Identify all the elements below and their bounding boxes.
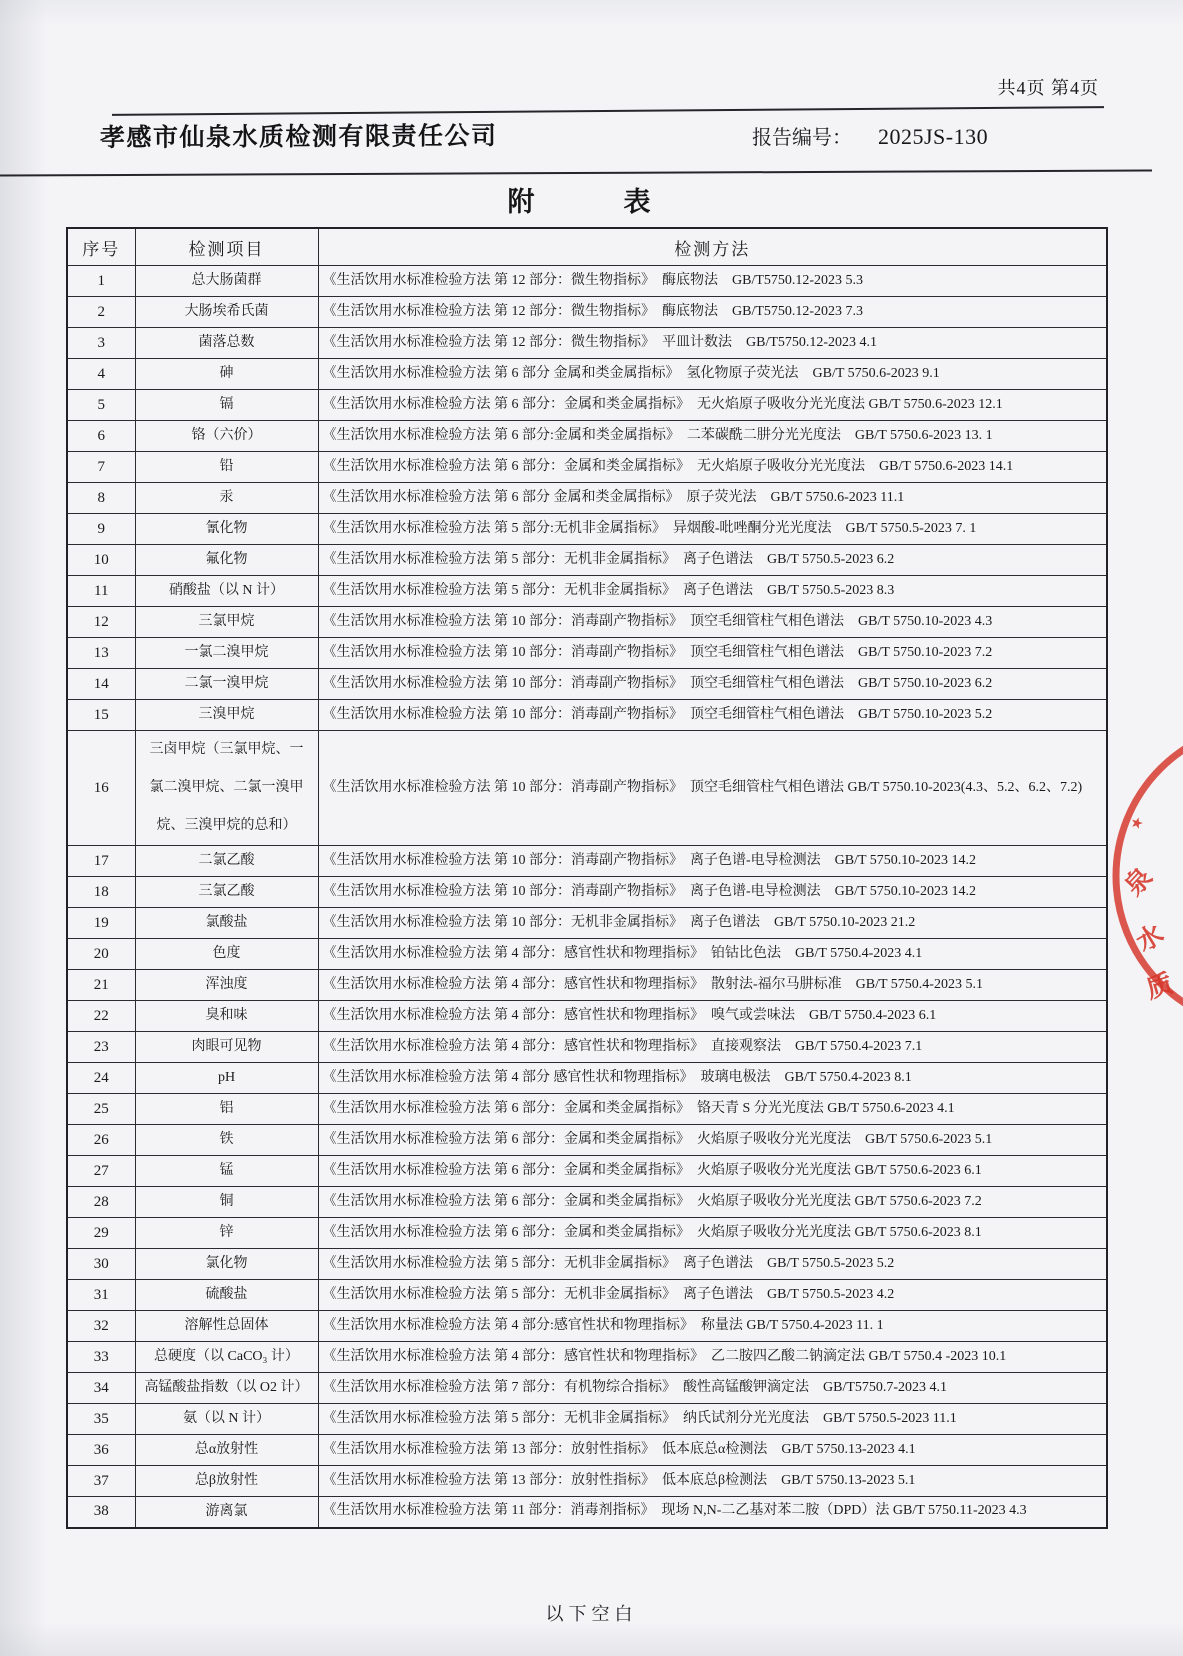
test-item: 氰化物 bbox=[135, 514, 318, 545]
test-item: 三氯乙酸 bbox=[135, 877, 318, 908]
table-row bbox=[67, 545, 1107, 576]
row-number: 6 bbox=[67, 421, 135, 452]
table-row bbox=[67, 1311, 1107, 1342]
test-item: 砷 bbox=[135, 359, 318, 390]
test-method: 《生活饮用水标准检验方法 第 10 部分：无机非金属指标》 离子色谱法 GB/T 5750.10-2023 21.2 bbox=[318, 908, 1107, 939]
table-row bbox=[67, 359, 1107, 390]
test-item: 高锰酸盐指数（以 O2 计） bbox=[135, 1373, 318, 1404]
test-item: 铜 bbox=[135, 1187, 318, 1218]
test-method: 《生活饮用水标准检验方法 第 4 部分：感官性状和物理指标》 乙二胺四乙酸二钠滴定法 GB/T 5750.4 -2023 10.1 bbox=[318, 1342, 1107, 1373]
test-method: 《生活饮用水标准检验方法 第 13 部分：放射性指标》 低本底总α检测法 GB/T 5750.13-2023 4.1 bbox=[318, 1435, 1107, 1466]
test-item: 锌 bbox=[135, 1218, 318, 1249]
test-method: 《生活饮用水标准检验方法 第 10 部分：消毒副产物指标》 离子色谱-电导检测法 GB/T 5750.10-2023 14.2 bbox=[318, 846, 1107, 877]
table-row bbox=[67, 1125, 1107, 1156]
table-row bbox=[67, 483, 1107, 514]
test-method: 《生活饮用水标准检验方法 第 7 部分：有机物综合指标》 酸性高锰酸钾滴定法 GB/T5750.7-2023 4.1 bbox=[318, 1373, 1107, 1404]
table-row bbox=[67, 452, 1107, 483]
header-rule-top bbox=[112, 106, 1104, 116]
company-name: 孝感市仙泉水质检测有限责任公司 bbox=[99, 121, 498, 153]
row-number: 9 bbox=[67, 514, 135, 545]
seal-star-icon: ★ bbox=[1126, 812, 1148, 834]
test-item: 汞 bbox=[135, 483, 318, 514]
row-number: 18 bbox=[67, 877, 135, 908]
table-row bbox=[67, 390, 1107, 421]
row-number: 27 bbox=[67, 1156, 135, 1187]
row-number: 20 bbox=[67, 939, 135, 970]
row-number: 34 bbox=[67, 1373, 135, 1404]
test-method: 《生活饮用水标准检验方法 第 12 部分：微生物指标》 酶底物法 GB/T5750.12-2023 7.3 bbox=[318, 297, 1107, 328]
table-row bbox=[67, 297, 1107, 328]
test-item: 三氯甲烷 bbox=[135, 607, 318, 638]
table-row bbox=[67, 514, 1107, 545]
test-item: 氯化物 bbox=[135, 1249, 318, 1280]
test-method: 《生活饮用水标准检验方法 第 5 部分：无机非金属指标》 纳氏试剂分光光度法 GB/T 5750.5-2023 11.1 bbox=[318, 1404, 1107, 1435]
table-row bbox=[67, 421, 1107, 452]
table-header-row bbox=[67, 228, 1107, 266]
table-row bbox=[67, 1187, 1107, 1218]
table-row bbox=[67, 1404, 1107, 1435]
test-method: 《生活饮用水标准检验方法 第 5 部分:无机非金属指标》 异烟酸-吡唑酮分光光度法 GB/T 5750.5-2023 7. 1 bbox=[318, 514, 1107, 545]
row-number: 11 bbox=[67, 576, 135, 607]
test-method: 《生活饮用水标准检验方法 第 4 部分：感官性状和物理指标》 直接观察法 GB/T 5750.4-2023 7.1 bbox=[318, 1032, 1107, 1063]
test-method: 《生活饮用水标准检验方法 第 6 部分：金属和类金属指标》 无火焰原子吸收分光光度法 GB/T 5750.6-2023 14.1 bbox=[318, 452, 1107, 483]
row-number: 17 bbox=[67, 846, 135, 877]
row-number: 26 bbox=[67, 1125, 135, 1156]
table-row bbox=[67, 607, 1107, 638]
row-number: 23 bbox=[67, 1032, 135, 1063]
row-number: 14 bbox=[67, 669, 135, 700]
test-item: 铝 bbox=[135, 1094, 318, 1125]
test-method: 《生活饮用水标准检验方法 第 4 部分:感官性状和物理指标》 称量法 GB/T 5750.4-2023 11. 1 bbox=[318, 1311, 1107, 1342]
test-item: 总α放射性 bbox=[135, 1435, 318, 1466]
table-row bbox=[67, 700, 1107, 731]
column-header-0: 序号 bbox=[67, 228, 135, 266]
test-method: 《生活饮用水标准检验方法 第 4 部分：感官性状和物理指标》 嗅气或尝味法 GB/T 5750.4-2023 6.1 bbox=[318, 1001, 1107, 1032]
table-row bbox=[67, 1063, 1107, 1094]
row-number: 24 bbox=[67, 1063, 135, 1094]
table-row bbox=[67, 877, 1107, 908]
row-number: 33 bbox=[67, 1342, 135, 1373]
test-item: 三卤甲烷（三氯甲烷、一氯二溴甲烷、二氯一溴甲烷、三溴甲烷的总和） bbox=[135, 731, 318, 846]
report-number-value: 2025JS-130 bbox=[878, 124, 989, 149]
test-method: 《生活饮用水标准检验方法 第 4 部分：感官性状和物理指标》 铂钴比色法 GB/T 5750.4-2023 4.1 bbox=[318, 939, 1107, 970]
test-item: pH bbox=[135, 1063, 318, 1094]
row-number: 8 bbox=[67, 483, 135, 514]
row-number: 37 bbox=[67, 1466, 135, 1497]
row-number: 3 bbox=[67, 328, 135, 359]
header-rule-bottom bbox=[0, 169, 1152, 176]
table-row bbox=[67, 1466, 1107, 1497]
test-method: 《生活饮用水标准检验方法 第 6 部分：金属和类金属指标》 火焰原子吸收分光光度法 GB/T 5750.6-2023 7.2 bbox=[318, 1187, 1107, 1218]
test-item: 肉眼可见物 bbox=[135, 1032, 318, 1063]
row-number: 38 bbox=[67, 1497, 135, 1528]
table-row bbox=[67, 1249, 1107, 1280]
row-number: 19 bbox=[67, 908, 135, 939]
test-item: 浑浊度 bbox=[135, 970, 318, 1001]
test-item: 菌落总数 bbox=[135, 328, 318, 359]
test-method: 《生活饮用水标准检验方法 第 10 部分：消毒副产物指标》 顶空毛细管柱气相色谱法 GB/T 5750.10-2023 4.3 bbox=[318, 607, 1107, 638]
row-number: 29 bbox=[67, 1218, 135, 1249]
seal-character: 质 bbox=[1142, 967, 1177, 1005]
table-row bbox=[67, 1342, 1107, 1373]
row-number: 2 bbox=[67, 297, 135, 328]
test-item: 铬（六价） bbox=[135, 421, 318, 452]
row-number: 13 bbox=[67, 638, 135, 669]
table-row bbox=[67, 638, 1107, 669]
table-row bbox=[67, 1156, 1107, 1187]
test-method: 《生活饮用水标准检验方法 第 10 部分：消毒副产物指标》 离子色谱-电导检测法 GB/T 5750.10-2023 14.2 bbox=[318, 877, 1107, 908]
test-method: 《生活饮用水标准检验方法 第 6 部分:金属和类金属指标》 二苯碳酰二肼分光光度法 GB/T 5750.6-2023 13. 1 bbox=[318, 421, 1107, 452]
row-number: 25 bbox=[67, 1094, 135, 1125]
test-method: 《生活饮用水标准检验方法 第 10 部分：消毒副产物指标》 顶空毛细管柱气相色谱法 GB/T 5750.10-2023 6.2 bbox=[318, 669, 1107, 700]
row-number: 35 bbox=[67, 1404, 135, 1435]
table-row bbox=[67, 1497, 1107, 1528]
test-item: 氯酸盐 bbox=[135, 908, 318, 939]
report-number bbox=[752, 121, 988, 150]
column-header-2: 检测方法 bbox=[318, 228, 1107, 266]
test-method: 《生活饮用水标准检验方法 第 10 部分：消毒副产物指标》 顶空毛细管柱气相色谱法 GB/T 5750.10-2023 7.2 bbox=[318, 638, 1107, 669]
row-number: 32 bbox=[67, 1311, 135, 1342]
test-item: 色度 bbox=[135, 939, 318, 970]
report-number-label: 报告编号： bbox=[752, 127, 852, 149]
row-number: 12 bbox=[67, 607, 135, 638]
appendix-title: 附 表 bbox=[507, 187, 653, 217]
row-number: 10 bbox=[67, 545, 135, 576]
test-item: 大肠埃希氏菌 bbox=[135, 297, 318, 328]
test-method: 《生活饮用水标准检验方法 第 6 部分：金属和类金属指标》 无火焰原子吸收分光光度法 GB/T 5750.6-2023 12.1 bbox=[318, 390, 1107, 421]
test-methods-table bbox=[66, 227, 1108, 1529]
test-item: 硫酸盐 bbox=[135, 1280, 318, 1311]
table-row bbox=[67, 846, 1107, 877]
seal-character: 水 bbox=[1130, 918, 1169, 958]
table-row bbox=[67, 970, 1107, 1001]
test-item: 铁 bbox=[135, 1125, 318, 1156]
test-method: 《生活饮用水标准检验方法 第 10 部分：消毒副产物指标》 顶空毛细管柱气相色谱法 GB/T 5750.10-2023 5.2 bbox=[318, 700, 1107, 731]
table-row bbox=[67, 1032, 1107, 1063]
table-row bbox=[67, 1373, 1107, 1404]
row-number: 28 bbox=[67, 1187, 135, 1218]
row-number: 30 bbox=[67, 1249, 135, 1280]
test-method: 《生活饮用水标准检验方法 第 6 部分：金属和类金属指标》 铬天青 S 分光光度法 GB/T 5750.6-2023 4.1 bbox=[318, 1094, 1107, 1125]
table-row bbox=[67, 1094, 1107, 1125]
row-number: 21 bbox=[67, 970, 135, 1001]
row-number: 5 bbox=[67, 390, 135, 421]
table-row bbox=[67, 1435, 1107, 1466]
table-row bbox=[67, 669, 1107, 700]
test-method: 《生活饮用水标准检验方法 第 5 部分：无机非金属指标》 离子色谱法 GB/T 5750.5-2023 5.2 bbox=[318, 1249, 1107, 1280]
test-method: 《生活饮用水标准检验方法 第 4 部分：感官性状和物理指标》 散射法-福尔马肼标准 GB/T 5750.4-2023 5.1 bbox=[318, 970, 1107, 1001]
test-method: 《生活饮用水标准检验方法 第 12 部分：微生物指标》 平皿计数法 GB/T5750.12-2023 4.1 bbox=[318, 328, 1107, 359]
page-count: 共4页 第4页 bbox=[997, 78, 1099, 98]
test-item: 二氯乙酸 bbox=[135, 846, 318, 877]
test-item: 总硬度（以 CaCO₃ 计） bbox=[135, 1342, 318, 1373]
test-method: 《生活饮用水标准检验方法 第 12 部分：微生物指标》 酶底物法 GB/T5750.12-2023 5.3 bbox=[318, 266, 1107, 297]
seal-character: 泉 bbox=[1118, 861, 1158, 902]
table-row bbox=[67, 908, 1107, 939]
row-number: 15 bbox=[67, 700, 135, 731]
test-item: 游离氯 bbox=[135, 1497, 318, 1528]
table-row bbox=[67, 266, 1107, 297]
table-row bbox=[67, 1280, 1107, 1311]
row-number: 16 bbox=[67, 731, 135, 846]
blank-below-note: 以下空白 bbox=[545, 1604, 638, 1624]
test-item: 一氯二溴甲烷 bbox=[135, 638, 318, 669]
row-number: 4 bbox=[67, 359, 135, 390]
table-row bbox=[67, 731, 1107, 846]
test-method: 《生活饮用水标准检验方法 第 6 部分：金属和类金属指标》 火焰原子吸收分光光度法 GB/T 5750.6-2023 6.1 bbox=[318, 1156, 1107, 1187]
row-number: 1 bbox=[67, 266, 135, 297]
test-method: 《生活饮用水标准检验方法 第 6 部分：金属和类金属指标》 火焰原子吸收分光光度法 GB/T 5750.6-2023 8.1 bbox=[318, 1218, 1107, 1249]
test-method: 《生活饮用水标准检验方法 第 5 部分：无机非金属指标》 离子色谱法 GB/T 5750.5-2023 8.3 bbox=[318, 576, 1107, 607]
table-row bbox=[67, 939, 1107, 970]
test-item: 总β放射性 bbox=[135, 1466, 318, 1497]
test-item: 铅 bbox=[135, 452, 318, 483]
row-number: 22 bbox=[67, 1001, 135, 1032]
test-item: 溶解性总固体 bbox=[135, 1311, 318, 1342]
table-row bbox=[67, 576, 1107, 607]
test-method: 《生活饮用水标准检验方法 第 6 部分 金属和类金属指标》 氢化物原子荧光法 GB/T 5750.6-2023 9.1 bbox=[318, 359, 1107, 390]
row-number: 31 bbox=[67, 1280, 135, 1311]
row-number: 7 bbox=[67, 452, 135, 483]
column-header-1: 检测项目 bbox=[135, 228, 318, 266]
table-row bbox=[67, 1218, 1107, 1249]
test-method: 《生活饮用水标准检验方法 第 4 部分 感官性状和物理指标》 玻璃电极法 GB/T 5750.4-2023 8.1 bbox=[318, 1063, 1107, 1094]
test-method: 《生活饮用水标准检验方法 第 6 部分：金属和类金属指标》 火焰原子吸收分光光度法 GB/T 5750.6-2023 5.1 bbox=[318, 1125, 1107, 1156]
test-method: 《生活饮用水标准检验方法 第 6 部分 金属和类金属指标》 原子荧光法 GB/T 5750.6-2023 11.1 bbox=[318, 483, 1107, 514]
test-method: 《生活饮用水标准检验方法 第 13 部分：放射性指标》 低本底总β检测法 GB/T 5750.13-2023 5.1 bbox=[318, 1466, 1107, 1497]
test-item: 镉 bbox=[135, 390, 318, 421]
test-item: 氨（以 N 计） bbox=[135, 1404, 318, 1435]
test-item: 臭和味 bbox=[135, 1001, 318, 1032]
test-method: 《生活饮用水标准检验方法 第 10 部分：消毒副产物指标》 顶空毛细管柱气相色谱法 GB/T 5750.10-2023(4.3、5.2、6.2、7.2) bbox=[318, 731, 1107, 846]
test-method: 《生活饮用水标准检验方法 第 5 部分：无机非金属指标》 离子色谱法 GB/T 5750.5-2023 4.2 bbox=[318, 1280, 1107, 1311]
test-item: 硝酸盐（以 N 计） bbox=[135, 576, 318, 607]
test-item: 锰 bbox=[135, 1156, 318, 1187]
test-item: 氟化物 bbox=[135, 545, 318, 576]
table-row bbox=[67, 328, 1107, 359]
test-method: 《生活饮用水标准检验方法 第 5 部分：无机非金属指标》 离子色谱法 GB/T 5750.5-2023 6.2 bbox=[318, 545, 1107, 576]
table-row bbox=[67, 1001, 1107, 1032]
test-item: 三溴甲烷 bbox=[135, 700, 318, 731]
test-item: 二氯一溴甲烷 bbox=[135, 669, 318, 700]
row-number: 36 bbox=[67, 1435, 135, 1466]
test-item: 总大肠菌群 bbox=[135, 266, 318, 297]
test-method: 《生活饮用水标准检验方法 第 11 部分：消毒剂指标》 现场 N,N-二乙基对苯二胺（DPD）法 GB/T 5750.11-2023 4.3 bbox=[318, 1497, 1107, 1528]
